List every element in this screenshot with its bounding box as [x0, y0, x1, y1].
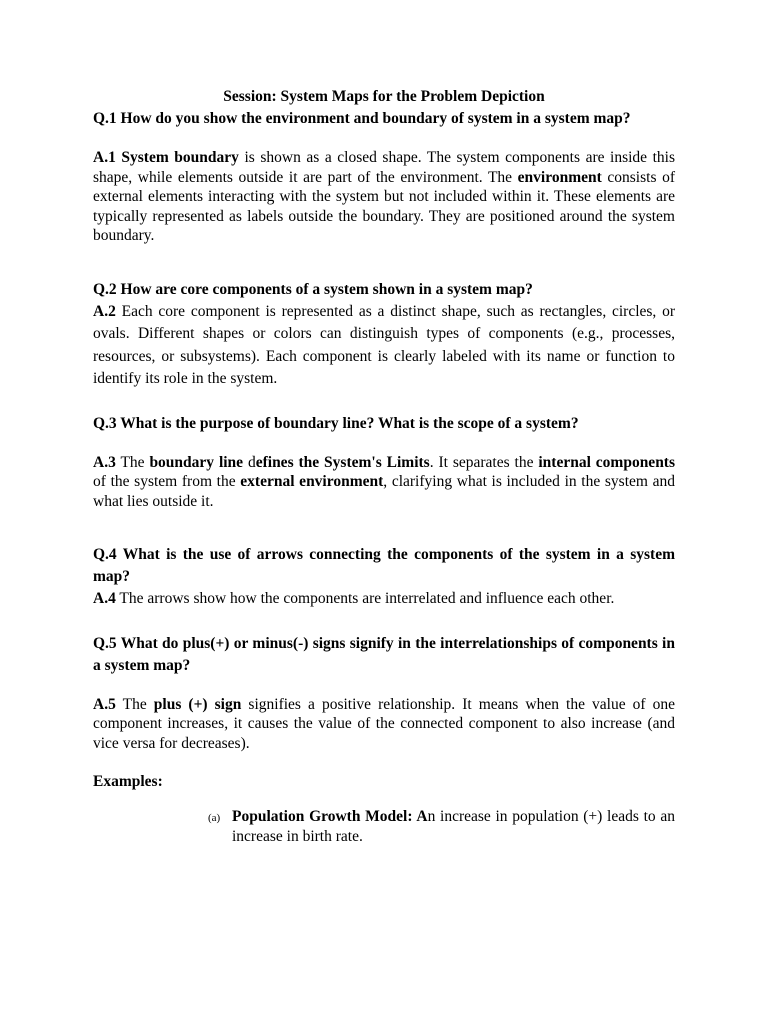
answer-5-label: A.5 — [93, 695, 116, 713]
question-5: Q.5 What do plus(+) or minus(-) signs signify in the interrelationships of components in a system map? — [93, 634, 675, 674]
document-page — [93, 86, 675, 847]
answer-5-text-0: The — [115, 695, 154, 713]
answer-3-text-4: , clarifying what is included in the system and what lies outside it. — [93, 473, 675, 510]
answer-5 — [93, 695, 675, 754]
question-1: Q.1 How do you show the environment and boundary of system in a system map? — [93, 110, 631, 127]
answer-1-label: A.1 — [93, 149, 116, 166]
question-2: Q.2 How are core components of a system shown in a system map? — [93, 280, 533, 298]
answer-5-term-plus-sign: plus (+) sign — [153, 695, 242, 713]
page-title: Session: System Maps for the Problem Depiction — [223, 88, 545, 105]
answer-1 — [93, 148, 675, 246]
examples-heading: Examples: — [93, 773, 163, 790]
answer-3-term-boundary-line: boundary line — [149, 453, 244, 471]
answer-4-label: A.4 — [93, 590, 116, 607]
answer-1-term-environment: environment — [517, 168, 602, 186]
example-text: n increase in population (+) leads to an increase in birth rate. — [232, 808, 676, 845]
answer-3-term-internal: internal components — [538, 453, 676, 471]
answer-2-label: A.2 — [93, 302, 116, 320]
example-title: Population Growth Model: A — [232, 808, 428, 825]
question-4: Q.4 What is the use of arrows connecting the components of the system in a system map? — [93, 546, 675, 585]
answer-3-text-2: . It separates the — [429, 453, 539, 471]
answer-3-text-3: of the system from the — [93, 473, 241, 490]
answer-3-text-1: d — [243, 453, 256, 471]
answer-1-text-2: consists of external elements interacting with the system but not included within it. These elements are typically represented as labels outside the boundary. They are positioned around the system boundary. — [93, 168, 675, 244]
answer-1-text-1: is shown as a closed shape. The system components are inside this shape, while elements outside it are part of the environment. The — [93, 149, 676, 186]
answer-3 — [93, 453, 675, 512]
answer-3-text-0: The — [115, 453, 150, 471]
answer-4-text: The arrows show how the components are interrelated and influence each other. — [115, 590, 615, 607]
answer-2-text: Each core component is represented as a distinct shape, such as rectangles, circles, or ovals. Different shapes or colors can distinguish types of components (e.g., processes, resources, or subsystems). Each component is clearly labeled with its name or function to identify its role in the system. — [93, 302, 675, 387]
answer-3-term-limits: efines the System's Limits — [255, 453, 430, 471]
answer-1-term-boundary: System boundary — [121, 149, 239, 166]
answer-3-label: A.3 — [93, 453, 116, 471]
example-marker: (a) — [208, 812, 221, 824]
answer-4 — [93, 588, 675, 611]
example-item — [208, 807, 676, 847]
answer-2 — [93, 301, 675, 391]
question-3: Q.3 What is the purpose of boundary line? What is the scope of a system? — [93, 414, 579, 432]
answer-5-text-1: signifies a positive relationship. It means when the value of one component increases, it causes the value of the connected component to also increase (and vice versa for decreases). — [93, 695, 675, 752]
answer-3-term-external: external environment — [240, 473, 384, 490]
